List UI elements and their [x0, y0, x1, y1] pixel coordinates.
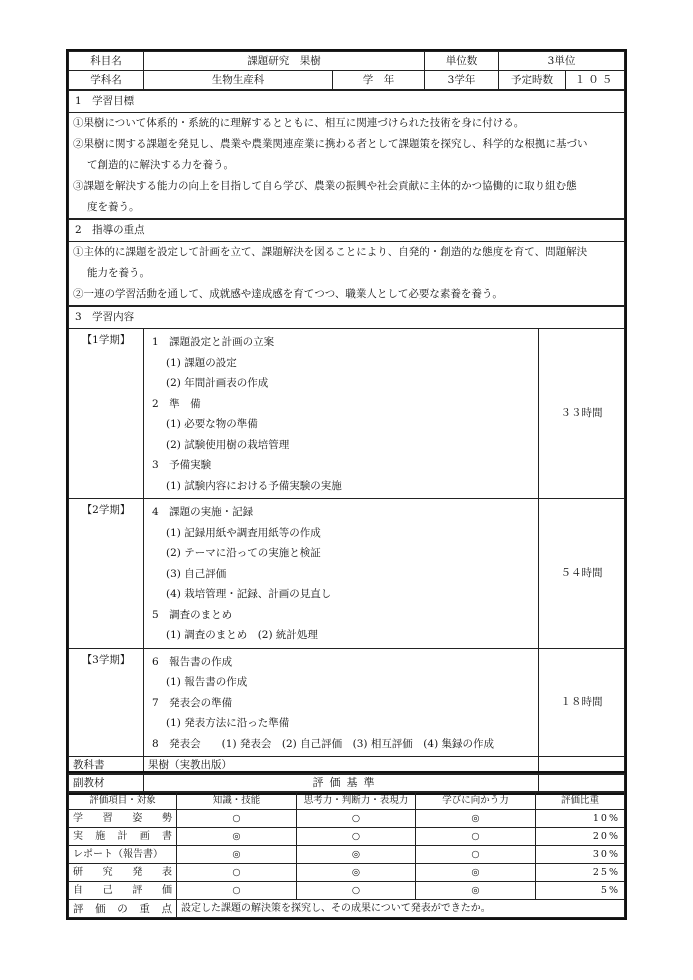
- grade-value: 3学年: [425, 71, 499, 90]
- term-hours: ３３時間: [539, 329, 625, 499]
- focus-text: ②一連の学習活動を通して、成就感や達成感を育てつつ、職業人として必要な素養を養う。: [73, 288, 503, 300]
- evaluation-item: 研究発表: [69, 864, 177, 882]
- evaluation-mark-knowledge: ◎: [177, 846, 297, 864]
- evaluation-mark-knowledge: ○: [177, 810, 297, 828]
- term-row: [69, 499, 625, 649]
- course-syllabus-table: [66, 49, 627, 795]
- evaluation-header-row: [69, 792, 625, 810]
- textbook-value: 果樹（実教出版）: [144, 757, 539, 775]
- teaching-focus-body: [69, 242, 625, 306]
- column-header: 学びに向かう力: [416, 792, 536, 810]
- evaluation-item: レポート（報告書）: [69, 846, 177, 864]
- content-item: 1 課題設定と計画の立案: [152, 336, 275, 348]
- evaluation-mark-thinking: ◎: [297, 864, 416, 882]
- learning-content-title: 3 学習内容: [69, 307, 625, 329]
- evaluation-mark-knowledge: ◎: [177, 828, 297, 846]
- goal-item: [73, 176, 620, 218]
- content-subitem: (2) テーマに沿っての実施と検証: [166, 547, 321, 559]
- header-row-subject: [69, 52, 625, 71]
- planned-hours-value: １０５: [566, 71, 625, 90]
- grade-label: 学 年: [333, 71, 425, 90]
- content-subitem: (3) 自己評価: [166, 567, 227, 580]
- learning-content-section: [68, 306, 625, 793]
- evaluation-weight: 25%: [536, 864, 625, 882]
- column-header: 評価比重: [536, 792, 625, 810]
- evaluation-mark-knowledge: ○: [177, 864, 297, 882]
- focus-item: [73, 284, 620, 305]
- department-label: 学科名: [69, 71, 144, 90]
- goal-item: [73, 134, 620, 176]
- evaluation-mark-attitude: ○: [416, 828, 536, 846]
- term-content: [144, 499, 539, 649]
- evaluation-weight: 10%: [536, 810, 625, 828]
- evaluation-weight: 5%: [536, 882, 625, 900]
- term-row: [69, 329, 625, 499]
- content-item: 4 課題の実施・記録: [152, 506, 254, 518]
- term-hours: １８時間: [539, 648, 625, 757]
- goal-text-continued: 度を養う。: [87, 201, 140, 213]
- content-subitem: (1) 記録用紙や調査用紙等の作成: [166, 526, 321, 539]
- supplementary-label: 副教材: [69, 775, 144, 793]
- content-item: 7 発表会の準備: [152, 696, 233, 709]
- learning-goals-section: [68, 90, 625, 219]
- syllabus-header: [68, 51, 625, 90]
- content-item: 8 発表会 (1) 発表会 (2) 自己評価 (3) 相互評価 (4) 集録の作成: [152, 737, 495, 750]
- evaluation-title: 評価基準: [69, 774, 625, 792]
- evaluation-row: [69, 864, 625, 882]
- goal-text-continued: て創造的に解決する力を養う。: [87, 159, 234, 171]
- evaluation-row: [69, 810, 625, 828]
- term-content: [144, 648, 539, 757]
- evaluation-item: 実施計画書: [69, 828, 177, 846]
- content-subitem: (1) 発表方法に沿った準備: [166, 717, 290, 729]
- column-header: 知識・技能: [177, 792, 297, 810]
- evaluation-mark-thinking: ○: [297, 810, 416, 828]
- content-subitem: (4) 栽培管理・記録、計画の見直し: [166, 588, 332, 600]
- subject-label: 科目名: [69, 52, 144, 71]
- focus-text: ①主体的に課題を設定して計画を立て、課題解決を図ることにより、自発的・創造的な態度を育て、問題解決: [73, 246, 588, 258]
- goal-text: ②果樹に関する課題を発見し、農業や農業関連産業に携わる者として課題策を探究し、科学的な根拠に基づい: [73, 138, 588, 150]
- content-subitem: (1) 調査のまとめ (2) 統計処理: [166, 629, 318, 641]
- evaluation-mark-thinking: ○: [297, 882, 416, 900]
- credits-label: 単位数: [425, 52, 499, 71]
- evaluation-mark-attitude: ◎: [416, 810, 536, 828]
- department-value: 生物生産科: [144, 71, 333, 90]
- content-item: 5 調査のまとめ: [152, 608, 233, 621]
- content-item: 6 報告書の作成: [152, 655, 233, 668]
- evaluation-mark-attitude: ◎: [416, 882, 536, 900]
- evaluation-mark-thinking: ○: [297, 828, 416, 846]
- column-header: 評価項目・対象: [69, 792, 177, 810]
- column-header: 思考力・判断力・表現力: [297, 792, 416, 810]
- focus-item: [73, 242, 620, 284]
- evaluation-mark-knowledge: ○: [177, 882, 297, 900]
- evaluation-item: 自己評価: [69, 882, 177, 900]
- goal-text: ③課題を解決する能力の向上を目指して自ら学び、農業の振興や社会貢献に主体的かつ協働的に取り組む態: [73, 180, 577, 192]
- textbook-label: 教科書: [69, 757, 144, 775]
- subject-value: 課題研究 果樹: [144, 52, 425, 71]
- planned-hours-label: 予定時数: [499, 71, 566, 90]
- term-row: [69, 648, 625, 757]
- content-subitem: (1) 必要な物の準備: [166, 418, 258, 430]
- content-subitem: (1) 課題の設定: [166, 356, 237, 369]
- term-label: 【1学期】: [69, 329, 144, 499]
- term-content: [144, 329, 539, 499]
- evaluation-focus-value: 設定した課題の解決策を探究し、その成果について発表ができたか。: [177, 900, 625, 918]
- evaluation-title-row: [69, 774, 625, 792]
- goal-item: [73, 113, 620, 134]
- teaching-focus-section: [68, 219, 625, 306]
- term-hours: ５４時間: [539, 499, 625, 649]
- evaluation-mark-attitude: ○: [416, 846, 536, 864]
- evaluation-mark-attitude: ◎: [416, 864, 536, 882]
- content-item: 3 予備実験: [152, 459, 212, 471]
- content-item: 2 準 備: [152, 397, 201, 410]
- evaluation-criteria-table: [66, 771, 627, 920]
- content-subitem: (1) 報告書の作成: [166, 676, 248, 688]
- credits-value: 3単位: [499, 52, 625, 71]
- evaluation-item: 学習姿勢: [69, 810, 177, 828]
- evaluation-focus-row: [69, 900, 625, 918]
- evaluation-row: [69, 882, 625, 900]
- evaluation-row: [69, 846, 625, 864]
- learning-goals-body: [69, 113, 625, 219]
- content-subitem: (2) 試験使用樹の栽培管理: [166, 438, 290, 451]
- header-row-department: [69, 71, 625, 90]
- evaluation-focus-label: 評価の重点: [69, 900, 177, 918]
- content-subitem: (1) 試験内容における予備実験の実施: [166, 479, 342, 492]
- evaluation-weight: 20%: [536, 828, 625, 846]
- term-label: 【3学期】: [69, 648, 144, 757]
- term-label: 【2学期】: [69, 499, 144, 649]
- content-subitem: (2) 年間計画表の作成: [166, 377, 269, 389]
- goal-text: ①果樹について体系的・系統的に理解するとともに、相互に関連づけられた技術を身に付ける。: [73, 117, 525, 129]
- focus-text-continued: 能力を養う。: [87, 267, 150, 279]
- evaluation-row: [69, 828, 625, 846]
- learning-goals-title: 1 学習目標: [69, 91, 625, 113]
- evaluation-mark-thinking: ◎: [297, 846, 416, 864]
- evaluation-weight: 30%: [536, 846, 625, 864]
- teaching-focus-title: 2 指導の重点: [69, 220, 625, 242]
